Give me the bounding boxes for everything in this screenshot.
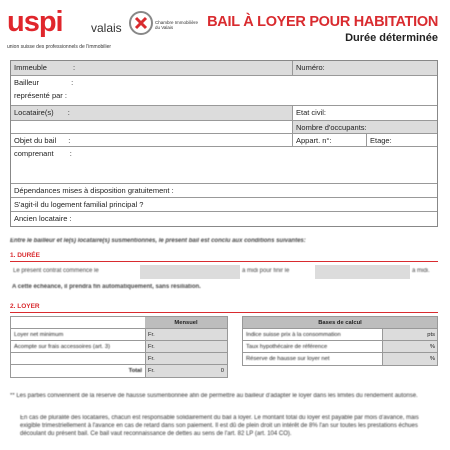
row-locataires bbox=[11, 106, 437, 121]
row-bailleur bbox=[11, 76, 437, 106]
appart-label: Appart. n°: bbox=[296, 136, 332, 145]
immeuble-label: Immeuble bbox=[14, 63, 47, 72]
bases-row-input[interactable]: pts bbox=[382, 329, 437, 340]
etage-label: Etage: bbox=[370, 136, 392, 145]
bases-row bbox=[243, 341, 437, 353]
date-fin-input[interactable] bbox=[315, 265, 410, 279]
locataires-colon: : bbox=[67, 108, 70, 117]
bases-calcul-header bbox=[243, 317, 437, 329]
civ-text: Chambre Immobilière du Valais bbox=[155, 20, 199, 30]
document-title: BAIL À LOYER POUR HABITATION bbox=[207, 14, 438, 30]
total-value bbox=[145, 365, 227, 377]
logement-familial-field[interactable] bbox=[11, 198, 437, 211]
loyer-row-label: Loyer net minimum bbox=[14, 331, 64, 338]
row-logement-familial bbox=[11, 198, 437, 212]
loyer-row-input[interactable]: Fr. bbox=[145, 329, 227, 340]
footnote-reserve-text: Les parties conviennent de la réserve de hausse susmentionnée afin de permettre au bailleur d'adapter le loyer dans les limites du rendement autorisé. bbox=[16, 393, 418, 399]
row-occupants bbox=[11, 121, 437, 134]
uspi-logo bbox=[7, 6, 122, 50]
document-subtitle: Durée déterminée bbox=[345, 32, 438, 44]
occupants-spacer bbox=[11, 121, 293, 133]
civ-logo bbox=[128, 10, 154, 41]
loyer-row bbox=[11, 329, 227, 341]
row-objet bbox=[11, 134, 437, 147]
row-immeuble bbox=[11, 61, 437, 76]
loyer-total-row bbox=[11, 365, 227, 377]
civ-logo-icon bbox=[128, 10, 154, 36]
commence-label: Le présent contrat commence le bbox=[13, 268, 99, 274]
comprenant-field[interactable] bbox=[11, 147, 437, 183]
bases-calcul-table bbox=[242, 316, 438, 366]
document-title-block bbox=[207, 14, 438, 44]
mensuel-header: Mensuel bbox=[145, 317, 227, 328]
total-currency: Fr. bbox=[148, 368, 155, 374]
dependances-field[interactable] bbox=[11, 184, 437, 197]
uspi-subtitle: union suisse des professionnels de l'immobilier bbox=[7, 44, 112, 50]
loyer-row-input[interactable]: Fr. bbox=[145, 353, 227, 364]
bases-row-label: Indice suisse prix à la consommation bbox=[246, 331, 341, 338]
comprenant-label: comprenant bbox=[14, 149, 54, 158]
objet-field[interactable] bbox=[11, 134, 293, 146]
total-amount: 0 bbox=[220, 368, 224, 374]
ancien-locataire-field[interactable] bbox=[11, 212, 437, 226]
bases-row-input[interactable]: % bbox=[382, 341, 437, 352]
loyer-row bbox=[11, 353, 227, 365]
appart-field[interactable] bbox=[293, 134, 367, 146]
etat-civil-label: Etat civil: bbox=[296, 108, 327, 117]
bailleur-label: Bailleur bbox=[14, 78, 40, 87]
comprenant-colon: : bbox=[69, 149, 72, 158]
locataires-field[interactable] bbox=[11, 106, 293, 120]
echeance-text: A cette échéance, il prendra fin automatiquement, sans résiliation. bbox=[12, 284, 201, 290]
duree-row bbox=[10, 265, 438, 279]
objet-label: Objet du bail bbox=[14, 136, 57, 145]
objet-colon: : bbox=[68, 136, 71, 145]
uspi-region: valais bbox=[91, 21, 122, 35]
section-loyer-divider bbox=[10, 312, 438, 313]
row-ancien-locataire bbox=[11, 212, 437, 226]
loyer-table bbox=[10, 316, 228, 378]
logement-familial-label: S'agit-il du logement familial principal ? bbox=[14, 200, 144, 209]
total-label: Total bbox=[128, 368, 142, 374]
midi-label: à midi. bbox=[412, 268, 430, 274]
bases-row bbox=[243, 329, 437, 341]
loyer-row-input[interactable]: Fr. bbox=[145, 341, 227, 352]
bases-row bbox=[243, 353, 437, 365]
immeuble-field[interactable] bbox=[11, 61, 293, 75]
parties-form bbox=[10, 60, 438, 227]
represente-label: représenté par : bbox=[14, 91, 67, 100]
etat-civil-field[interactable] bbox=[293, 106, 437, 120]
row-dependances bbox=[11, 184, 437, 198]
footnote-reserve bbox=[10, 392, 440, 400]
bases-row-input[interactable]: % bbox=[382, 353, 437, 365]
ancien-locataire-label: Ancien locataire : bbox=[14, 214, 72, 223]
midi-fin-label: à midi pour finir le bbox=[242, 268, 290, 274]
numero-label: Numéro: bbox=[296, 63, 325, 72]
section-duree-title: 1. DURÉE bbox=[10, 252, 40, 259]
numero-field[interactable] bbox=[293, 61, 437, 75]
bases-row-label: Réserve de hausse sur loyer net bbox=[246, 356, 330, 362]
row-comprenant bbox=[11, 147, 437, 184]
section-loyer-title: 2. LOYER bbox=[10, 303, 40, 310]
loyer-row-label: Acompte sur frais accessoires (art. 3) bbox=[14, 343, 110, 350]
locataires-label: Locataire(s) bbox=[14, 108, 54, 117]
uspi-wordmark: uspi bbox=[7, 6, 63, 38]
dependances-label: Dépendances mises à disposition gratuitement : bbox=[14, 186, 174, 195]
occupants-field[interactable] bbox=[293, 121, 437, 133]
bailleur-colon: : bbox=[71, 78, 74, 87]
date-debut-input[interactable] bbox=[140, 265, 240, 279]
loyer-header bbox=[11, 317, 227, 329]
intro-text: Entre le bailleur et le(s) locataire(s) susmentionnés, le présent bail est conclu aux conditions suivantes: bbox=[10, 238, 306, 244]
etage-field[interactable] bbox=[367, 134, 437, 146]
bailleur-field[interactable] bbox=[11, 76, 437, 105]
bases-calcul-title: Bases de calcul bbox=[243, 317, 437, 328]
footnote-solidarite: En cas de pluralité des locataires, chacun est responsable solidairement du bail à loyer. Le montant total du loyer est payable par mois d'avance, mais exigible trimestriellement à l'avance en cas de retard dans son paiement. Il est dû de plein droit un intérêt de 8% l'an sur toutes les prestations échues découlant du présent bail. Ce bail vaut reconnaissance de dettes au sens de l'art. 82 LP (art. 104 CO). bbox=[20, 415, 419, 437]
loyer-row bbox=[11, 341, 227, 353]
section-duree-divider bbox=[10, 261, 438, 262]
immeuble-colon: : bbox=[73, 63, 76, 72]
footnote-marker: ** bbox=[10, 393, 15, 399]
bases-row-label: Taux hypothécaire de référence bbox=[246, 343, 328, 350]
occupants-label: Nombre d'occupants: bbox=[296, 123, 367, 132]
